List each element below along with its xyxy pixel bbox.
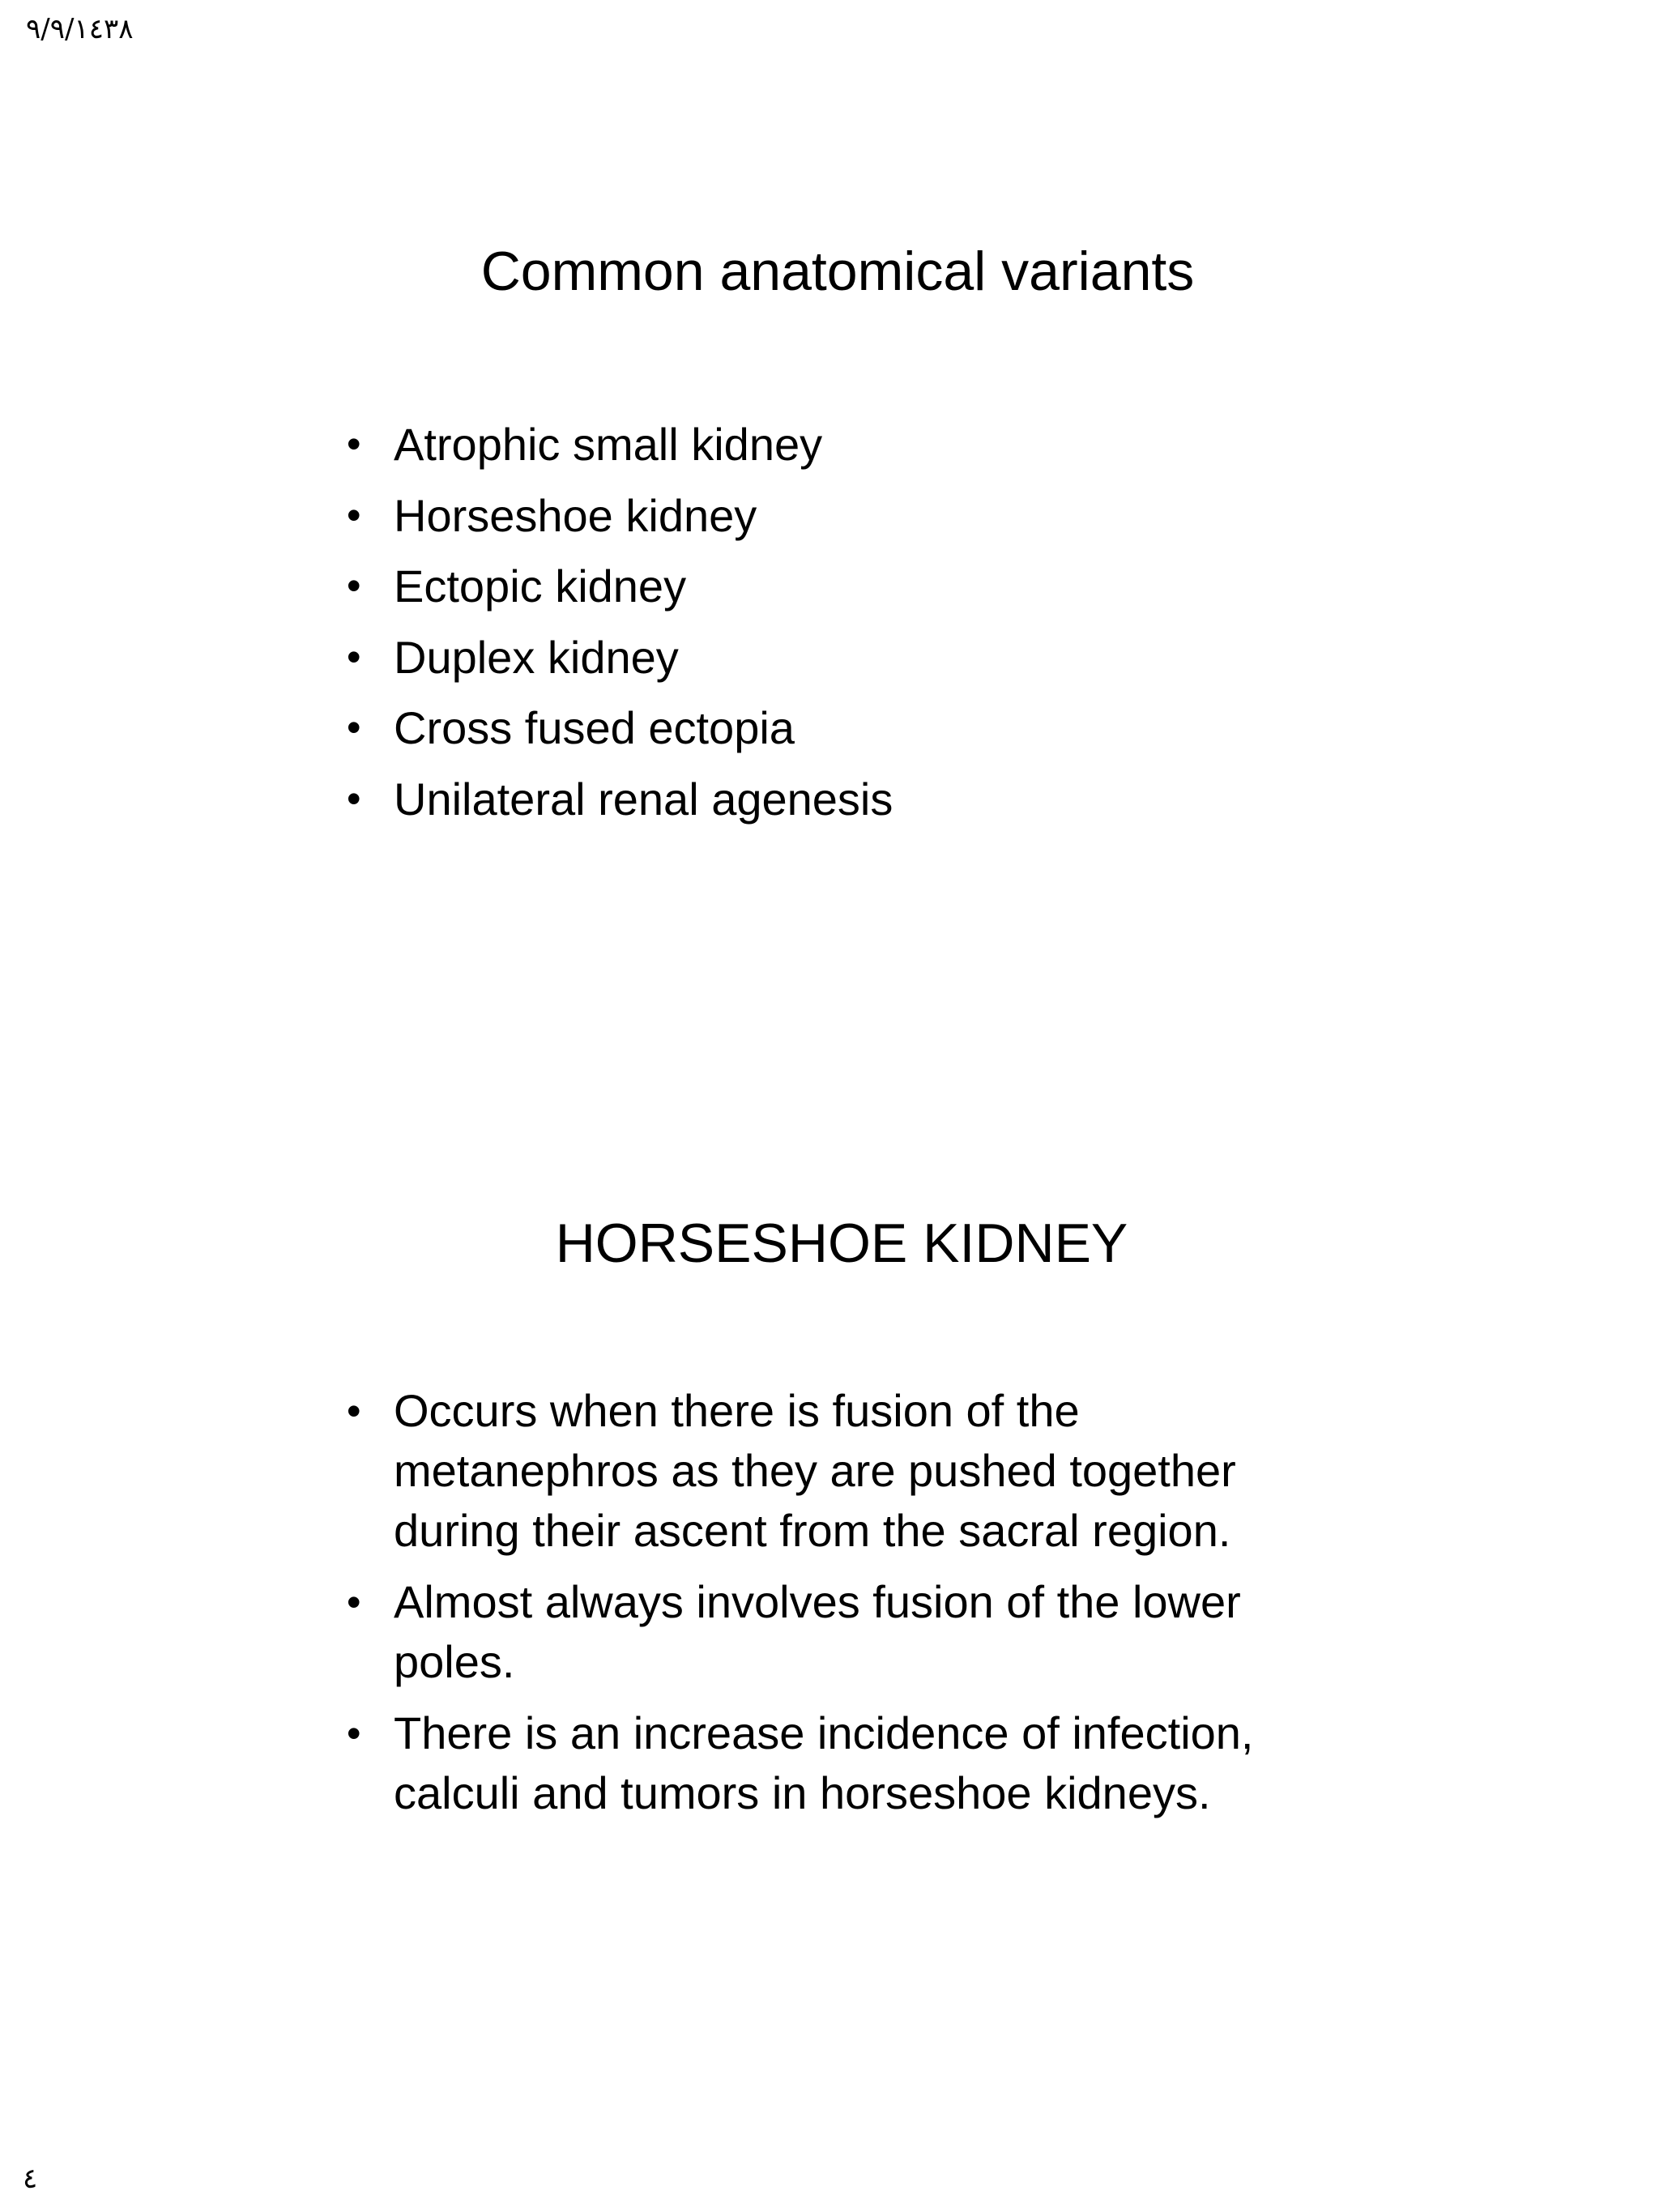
header-date: ٩/٩/١٤٣٨	[26, 13, 134, 45]
list-item	[340, 1381, 1353, 1561]
list-item	[340, 409, 1353, 480]
list-item-text: Cross fused ectopia	[394, 702, 795, 753]
bullet-icon: •	[347, 705, 361, 750]
list-item	[340, 1572, 1353, 1692]
bullet-icon: •	[347, 633, 361, 680]
slide-title: HORSESHOE KIDNEY	[555, 1213, 1128, 1274]
list-item-text: Occurs when there is fusion of the metanephros as they are pushed together during their ascent from the sacral region.	[394, 1385, 1236, 1556]
slide-common-anatomical-variants	[0, 235, 1659, 825]
bullet-icon: •	[347, 1711, 361, 1756]
bullet-list	[340, 1381, 1353, 1835]
bullet-icon: •	[347, 492, 361, 538]
list-item-text: Atrophic small kidney	[394, 419, 823, 470]
list-item-text: There is an increase incidence of infection, calculi and tumors in horseshoe kidneys.	[394, 1707, 1254, 1818]
list-item	[340, 480, 1353, 552]
list-item-text: Horseshoe kidney	[394, 489, 757, 541]
bullet-icon: •	[347, 1388, 361, 1434]
list-item	[340, 1703, 1353, 1823]
bullet-icon: •	[347, 775, 361, 821]
bullet-list	[340, 409, 1353, 834]
list-item-text: Ectopic kidney	[394, 560, 687, 612]
bullet-icon: •	[347, 421, 361, 467]
list-item-text: Unilateral renal agenesis	[394, 773, 893, 825]
slide-horseshoe-kidney	[0, 1207, 1659, 1818]
bullet-icon: •	[347, 563, 361, 608]
list-item	[340, 764, 1353, 835]
slide-title: Common anatomical variants	[480, 241, 1195, 302]
list-item-text: Almost always involves fusion of the lower poles.	[394, 1576, 1241, 1687]
list-item	[340, 622, 1353, 693]
bullet-icon: •	[347, 1579, 361, 1625]
page-number: ٤	[23, 2163, 38, 2195]
list-item	[340, 693, 1353, 764]
list-item-text: Duplex kidney	[394, 631, 679, 683]
list-item	[340, 551, 1353, 622]
